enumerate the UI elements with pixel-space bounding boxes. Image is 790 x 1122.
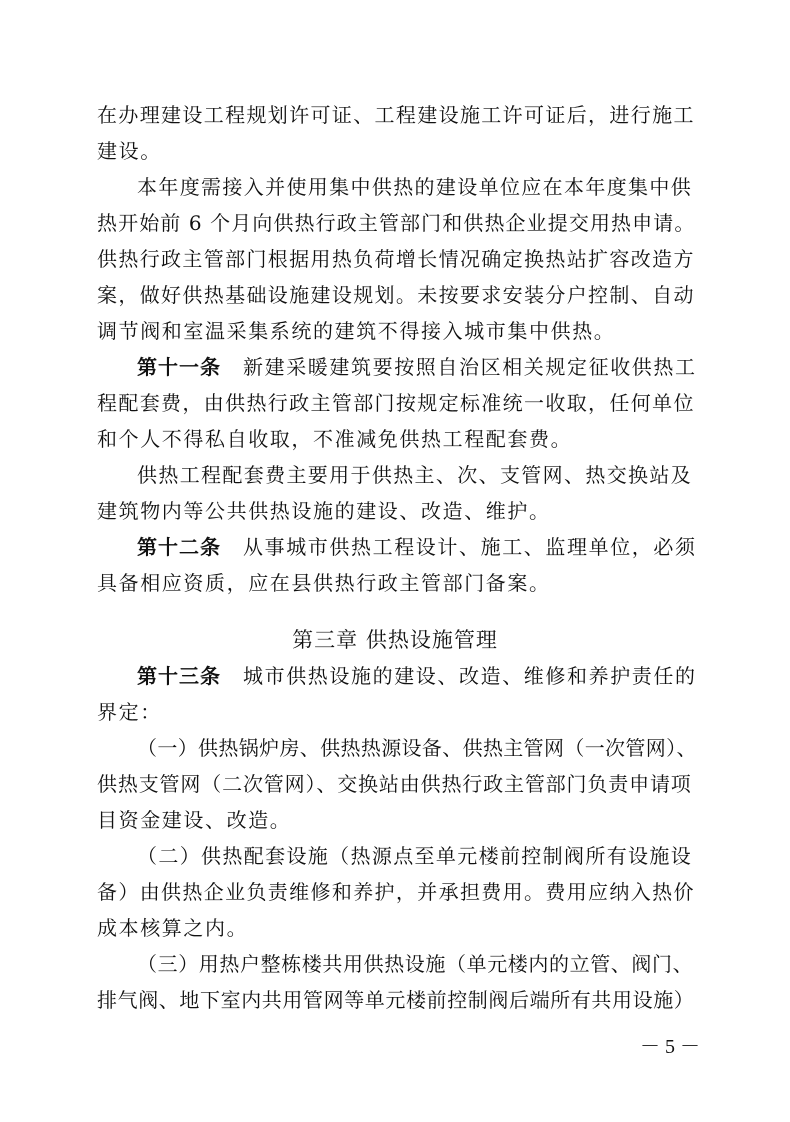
- article-13-title: 第十三条: [137, 664, 221, 688]
- chapter-heading: 第三章 供热设施管理: [292, 628, 498, 652]
- paragraph-line: 案，做好供热基础设施建设规划。未按要求安装分户控制、自动: [97, 283, 695, 307]
- paragraph-line: 具备相应资质，应在县供热行政主管部门备案。: [97, 571, 551, 595]
- paragraph-line: 调节阀和室温采集系统的建筑不得接入城市集中供热。: [97, 319, 616, 343]
- article-12-text: 从事城市供热工程设计、施工、监理单位，必须: [243, 535, 697, 559]
- paragraph-line: 在办理建设工程规划许可证、工程建设施工许可证后，进行施工: [97, 103, 695, 127]
- page-number: － 5 －: [640, 1036, 700, 1058]
- paragraph-line: 程配套费，由供热行政主管部门按规定标准统一收取，任何单位: [97, 391, 695, 415]
- paragraph-line: （三）用热户整栋楼共用供热设施（单元楼内的立管、阀门、: [137, 952, 694, 976]
- paragraph-line: 供热工程配套费主要用于供热主、次、支管网、热交换站及: [137, 463, 693, 487]
- paragraph-line: （二）供热配套设施（热源点至单元楼前控制阀所有设施设: [137, 844, 693, 868]
- paragraph-line: 目资金建设、改造。: [97, 808, 292, 832]
- article-12-line: [137, 529, 697, 565]
- paragraph-line: 成本核算之内。: [97, 916, 249, 940]
- paragraph-line: 热开始前 6 个月向供热行政主管部门和供热企业提交用热申请。: [97, 211, 696, 235]
- article-13-line: [137, 658, 697, 694]
- paragraph-line: 本年度需接入并使用集中供热的建设单位应在本年度集中供: [137, 175, 693, 199]
- paragraph-line: 排气阀、地下室内共用管网等单元楼前控制阀后端所有共用设施）: [97, 988, 695, 1012]
- paragraph-line: 建设。: [97, 139, 162, 163]
- paragraph-line: 建筑物内等公共供热设施的建设、改造、维护。: [97, 499, 551, 523]
- paragraph-line: （一）供热锅炉房、供热热源设备、供热主管网（一次管网）、: [137, 736, 697, 760]
- article-13-text: 城市供热设施的建设、改造、维修和养护责任的: [243, 664, 697, 688]
- article-11-line: [137, 349, 697, 385]
- article-11-title: 第十一条: [137, 355, 221, 379]
- article-12-title: 第十二条: [137, 535, 221, 559]
- article-11-text: 新建采暖建筑要按照自治区相关规定征收供热工: [243, 355, 697, 379]
- paragraph-line: 供热支管网（二次管网）、交换站由供热行政主管部门负责申请项: [97, 772, 692, 796]
- paragraph-line: 界定：: [97, 700, 162, 724]
- paragraph-line: 和个人不得私自收取，不准减免供热工程配套费。: [97, 427, 573, 451]
- paragraph-line: 供热行政主管部门根据用热负荷增长情况确定换热站扩容改造方: [97, 247, 695, 271]
- paragraph-line: 备）由供热企业负责维修和养护，并承担费用。费用应纳入热价: [97, 880, 695, 904]
